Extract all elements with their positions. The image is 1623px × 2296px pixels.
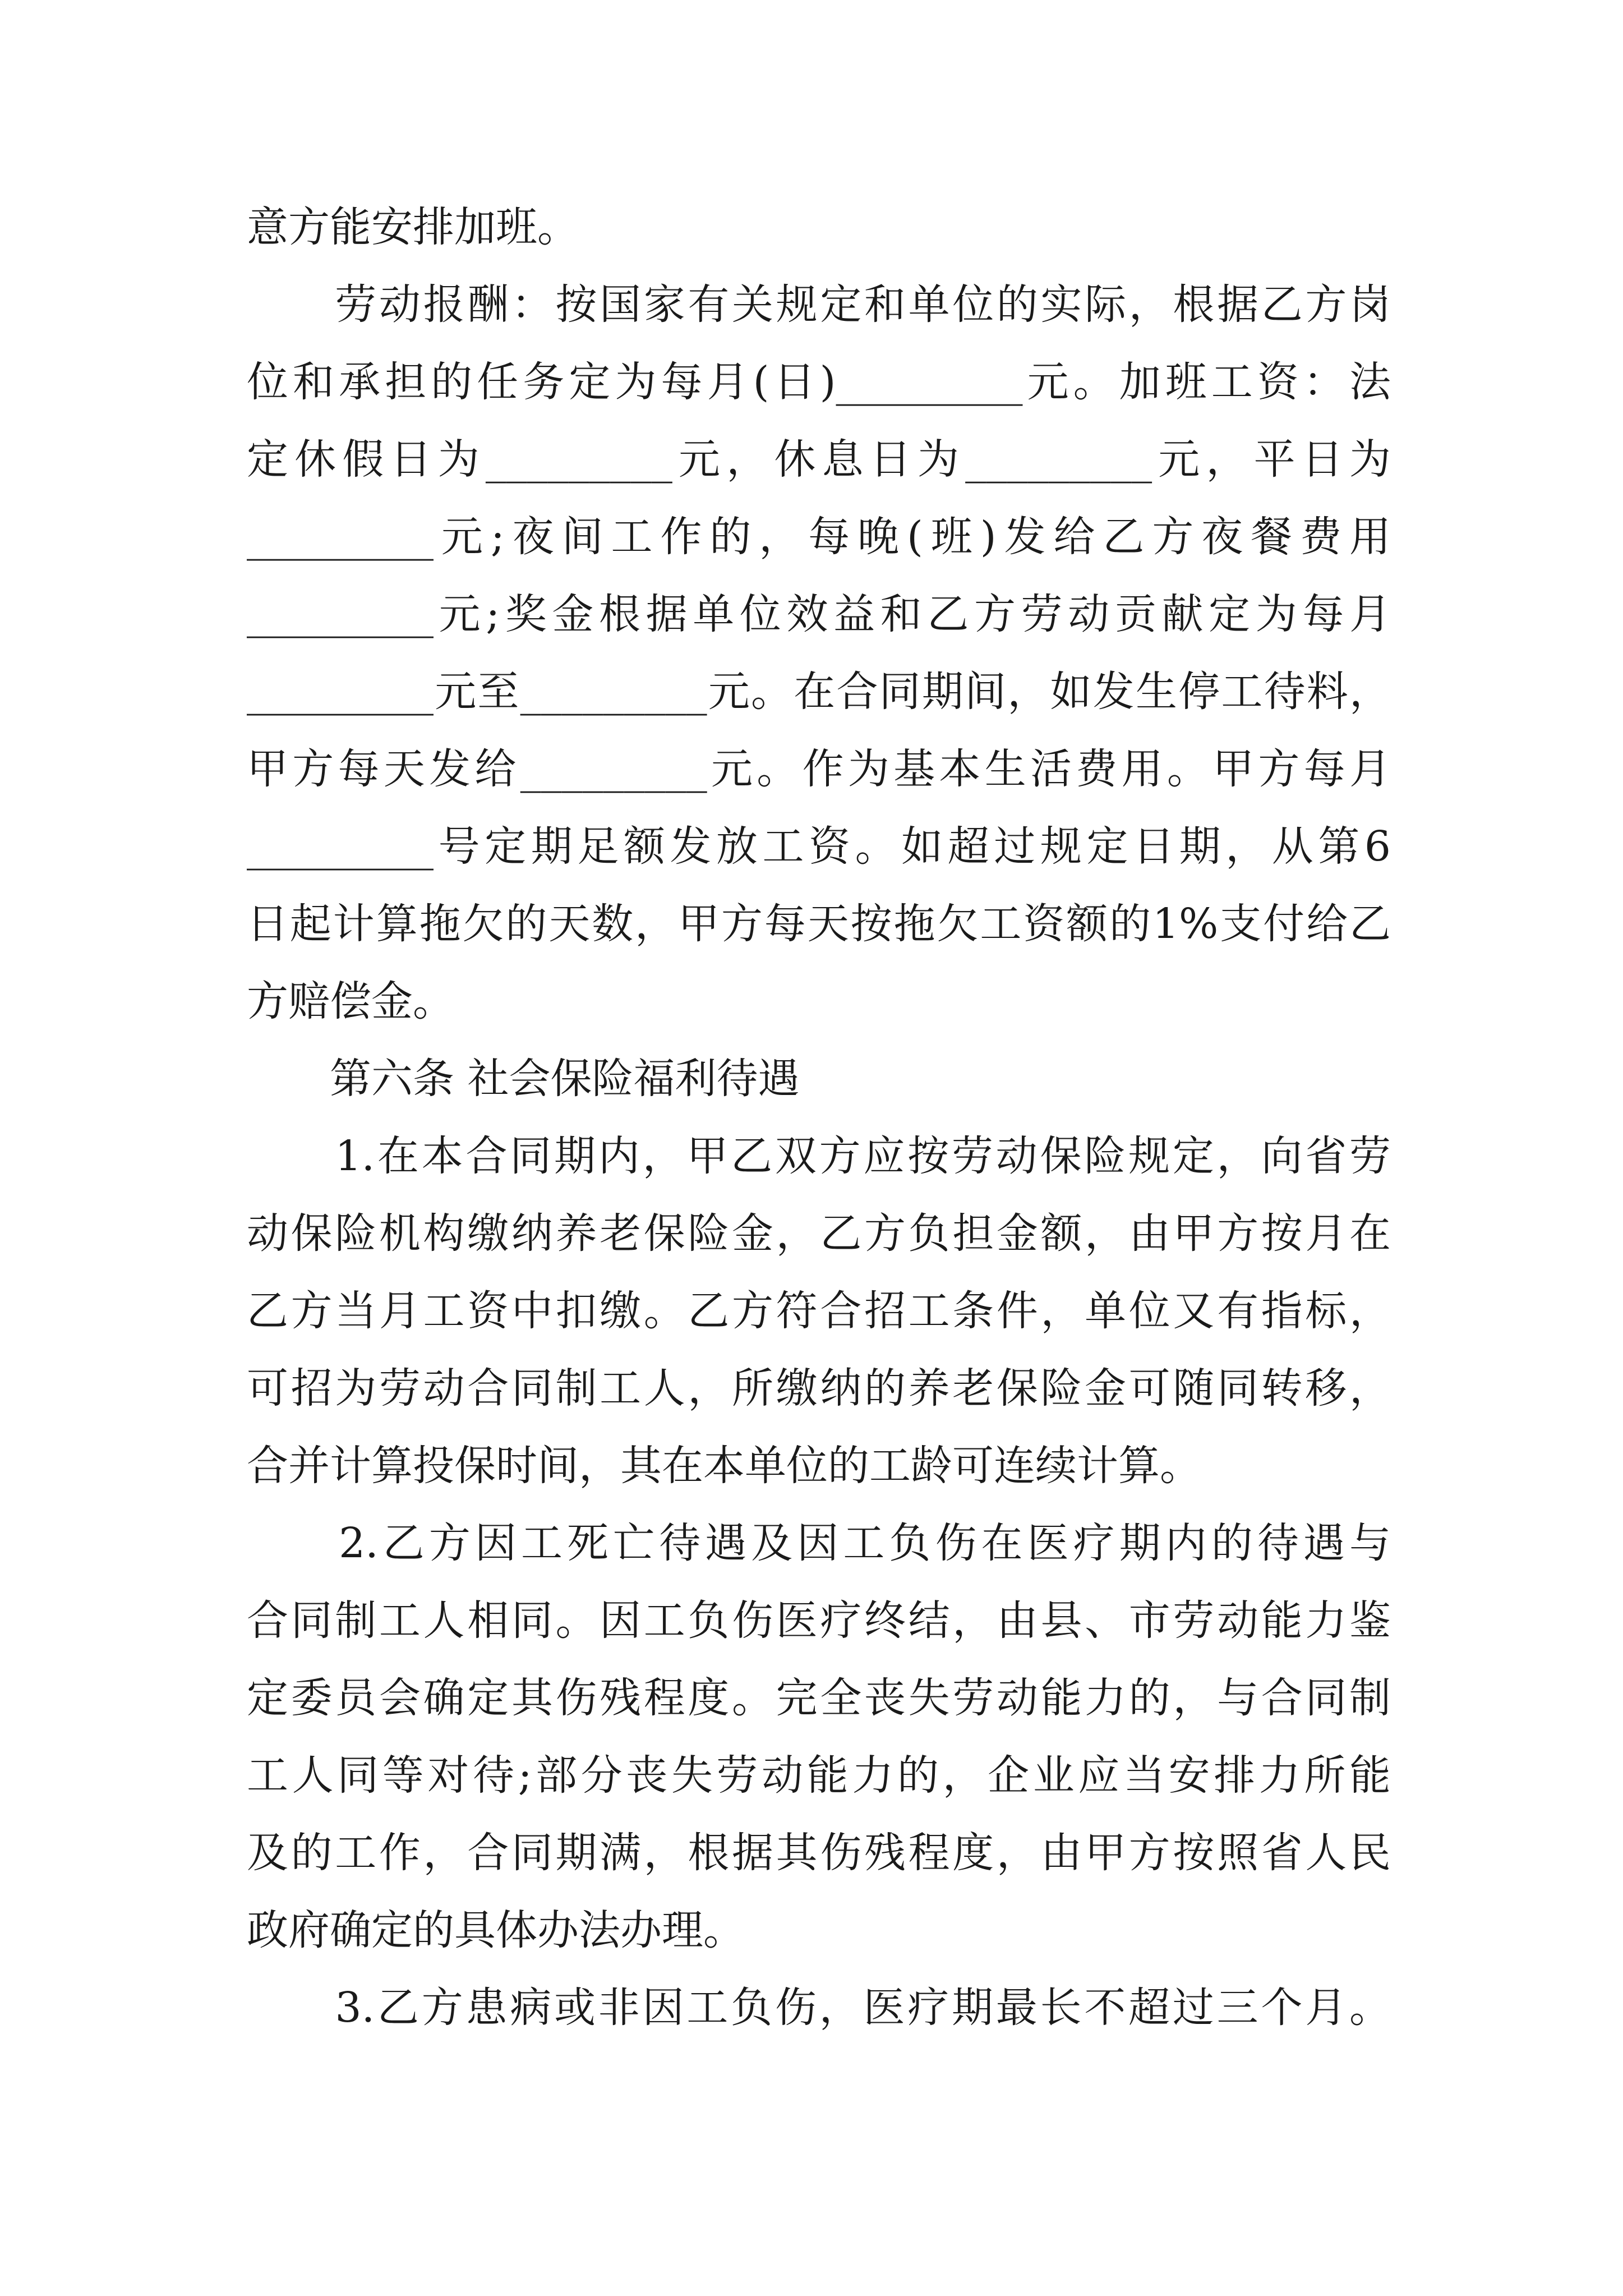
- text-line: 合同制工人相同。因工负伤医疗终结，由县、市劳动能力鉴: [247, 1596, 1391, 1645]
- text-line: 定委员会确定其伤残程度。完全丧失劳动能力的，与合同制: [247, 1674, 1391, 1722]
- section-heading: 第六条 社会保险福利待遇: [247, 1055, 800, 1103]
- text-line: 意方能安排加班。: [247, 203, 579, 251]
- text-line: 1.在本合同期内，甲乙双方应按劳动保险规定，向省劳: [247, 1132, 1391, 1180]
- text-line: _________元;夜间工作的，每晚(班)发给乙方夜餐费用: [247, 513, 1391, 561]
- text-line: 劳动报酬：按国家有关规定和单位的实际，根据乙方岗: [247, 280, 1391, 329]
- text-line: 政府确定的具体办法办理。: [247, 1906, 745, 1954]
- text-line: 2.乙方因工死亡待遇及因工负伤在医疗期内的待遇与: [247, 1519, 1391, 1567]
- text-line: _________号定期足额发放工资。如超过规定日期，从第6: [247, 822, 1391, 871]
- text-line: 乙方当月工资中扣缴。乙方符合招工条件，单位又有指标，: [247, 1287, 1391, 1335]
- text-line: 3.乙方患病或非因工负伤，医疗期最长不超过三个月。: [247, 1984, 1391, 2032]
- text-line: 合并计算投保时间，其在本单位的工龄可连续计算。: [247, 1442, 1201, 1490]
- text-line: _________元;奖金根据单位效益和乙方劳动贡献定为每月: [247, 590, 1391, 638]
- text-line: 方赔偿金。: [247, 977, 454, 1025]
- text-line: 及的工作，合同期满，根据其伤残程度，由甲方按照省人民: [247, 1829, 1391, 1877]
- text-line: 日起计算拖欠的天数，甲方每天按拖欠工资额的1%支付给乙: [247, 900, 1391, 948]
- text-line: 工人同等对待;部分丧失劳动能力的，企业应当安排力所能: [247, 1751, 1391, 1800]
- text-line: _________元至_________元。在合同期间，如发生停工待料，: [247, 668, 1391, 716]
- text-line: 动保险机构缴纳养老保险金，乙方负担金额，由甲方按月在: [247, 1209, 1391, 1258]
- text-line: 可招为劳动合同制工人，所缴纳的养老保险金可随同转移，: [247, 1364, 1391, 1412]
- text-line: 甲方每天发给_________元。作为基本生活费用。甲方每月: [247, 745, 1391, 793]
- text-line: 定休假日为_________元，休息日为_________元，平日为: [247, 435, 1391, 484]
- text-line: 位和承担的任务定为每月(日)_________元。加班工资：法: [247, 358, 1391, 406]
